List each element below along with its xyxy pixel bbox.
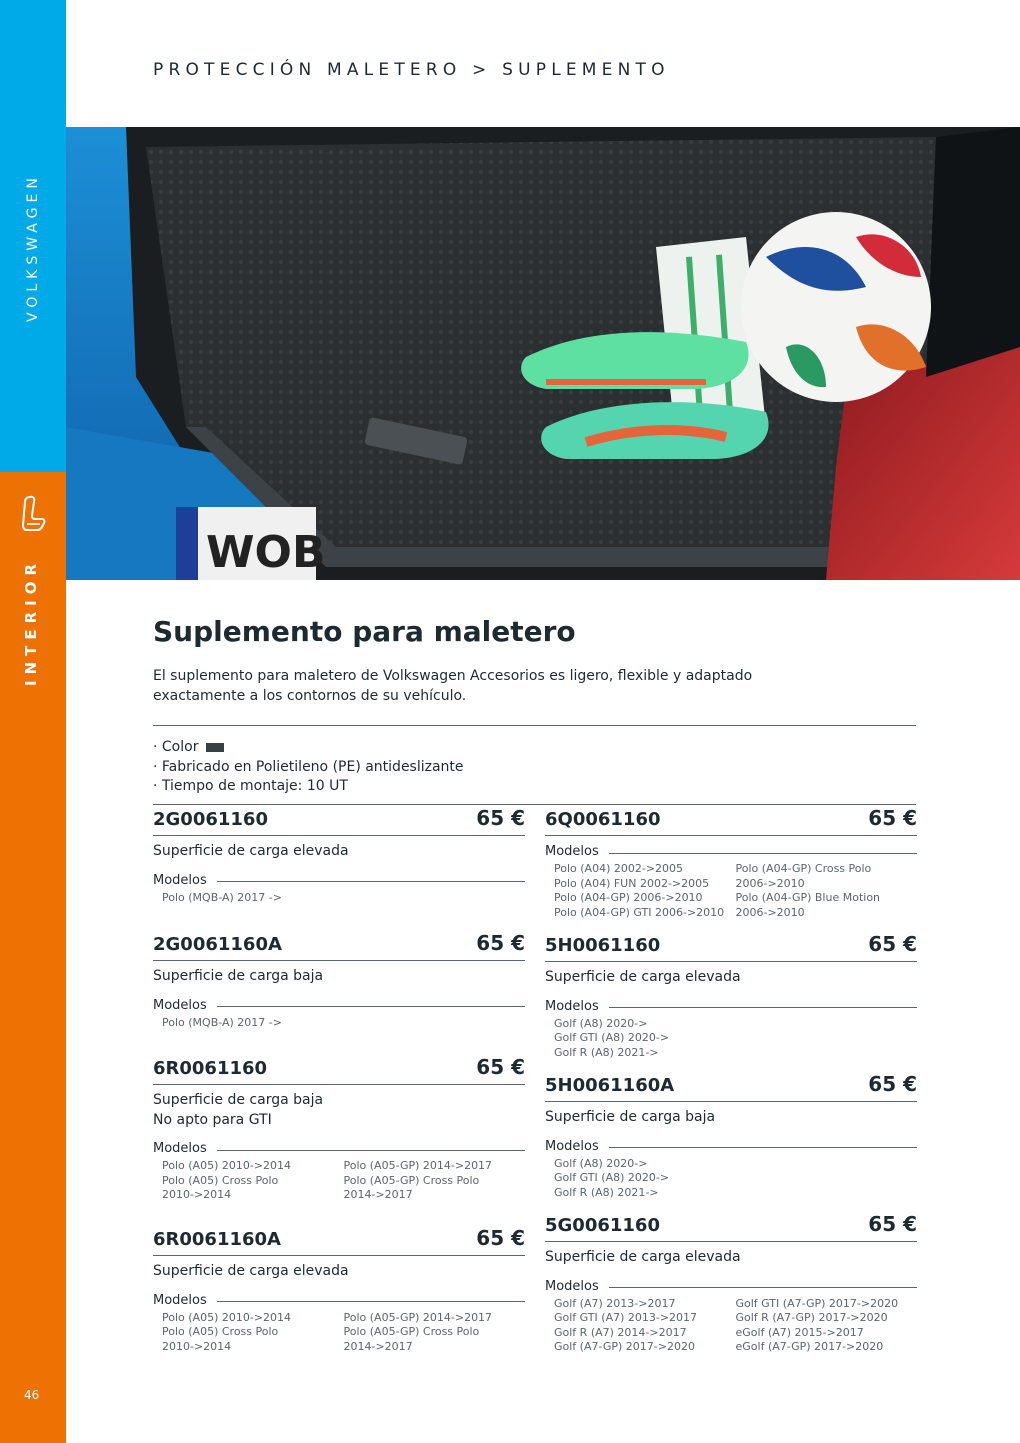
model-item: eGolf (A7) 2015->2017 [735,1325,864,1339]
product-description-line: Superficie de carga baja [545,1109,716,1125]
model-item: 2014->2017 [343,1339,413,1353]
product-header [545,806,917,836]
product-price: 65 € [476,806,525,830]
model-column [554,1017,746,1061]
model-item: 2014->2017 [343,1188,413,1201]
product-header [545,1072,917,1102]
model-column [554,1297,736,1355]
model-item: Polo (A04-GP) 2006->2010 [554,891,703,904]
product-header [153,1226,525,1256]
seat-icon [20,494,46,534]
model-item: Polo (MQB-A) 2017 -> [162,1015,282,1029]
sidebar-section-label: INTERIOR [22,557,40,686]
product-price: 65 € [868,1072,917,1096]
svg-text:WOB: WOB [206,527,326,578]
product-code: 5H0061160 [545,935,661,956]
model-item: Golf R (A7-GP) 2017->2020 [735,1311,888,1324]
product-code: 5H0061160A [545,1075,675,1096]
model-item: Polo (A04) FUN 2002->2005 [554,876,710,890]
product-price: 65 € [868,806,917,830]
models-header [153,1141,525,1156]
models-label: Modelos [545,844,599,859]
model-item: Golf R (A8) 2021-> [554,1045,659,1059]
model-item: Polo (A05) 2010->2014 [162,1310,292,1324]
models-header [545,1279,917,1294]
feature-material: · Fabricado en Polietileno (PE) antideslizante [153,758,464,775]
model-list [545,1297,917,1355]
models-header [545,1139,917,1154]
model-item: 2006->2010 [735,905,805,919]
models-label: Modelos [153,872,207,888]
product-code: 6R0061160 [153,1058,268,1079]
model-list [153,891,525,906]
product-price: 65 € [476,1226,525,1250]
model-column [162,1159,344,1203]
model-item: 2010->2014 [162,1339,232,1353]
models-divider [217,1301,525,1302]
product-card [153,1055,525,1203]
product-description [545,968,917,988]
product-code: 2G0061160 [153,809,268,830]
model-item: Golf (A7-GP) 2017->2020 [554,1340,695,1353]
product-code: 5G0061160 [545,1215,660,1236]
model-item: Golf R (A7) 2014->2017 [554,1325,687,1339]
product-price: 65 € [476,1055,525,1079]
model-item: Polo (A05-GP) 2014->2017 [343,1159,493,1172]
model-item: Polo (MQB-A) 2017 -> [162,890,282,904]
intro-text: El suplemento para maletero de Volkswagen Accesorios es ligero, flexible y adaptado exactamente a los contornos de su vehículo. [153,668,753,704]
page-number: 46 [24,1388,40,1402]
model-item: Golf GTI (A7) 2013->2017 [554,1311,698,1324]
section-divider [153,804,916,805]
model-column [162,891,354,906]
product-card [545,1072,917,1200]
product-header [153,1055,525,1085]
model-item: Polo (A05-GP) 2014->2017 [343,1310,493,1324]
product-description [153,842,525,862]
section-divider [153,725,916,726]
model-item: Polo (A04-GP) Blue Motion [735,891,881,904]
product-card [153,806,525,905]
model-item: Polo (A05) 2010->2014 [162,1159,292,1172]
model-item: Golf R (A8) 2021-> [554,1185,659,1199]
models-divider [217,1006,525,1007]
product-description [545,1108,917,1128]
model-list [153,1311,525,1355]
product-price: 65 € [868,1212,917,1236]
product-description-line: Superficie de carga elevada [545,969,741,985]
model-item: Golf (A7) 2013->2017 [554,1296,676,1310]
product-description [153,1091,525,1130]
models-label: Modelos [153,1292,207,1308]
model-item: Golf GTI (A7-GP) 2017->2020 [735,1296,899,1310]
models-header [153,998,525,1013]
product-description-line: Superficie de carga baja [153,968,324,984]
model-column [344,1159,526,1203]
product-description-line: No apto para GTI [153,1111,272,1128]
model-column [162,1016,354,1031]
model-item: Polo (A04-GP) GTI 2006->2010 [554,905,725,919]
product-card [545,1212,917,1355]
product-description-line: Superficie de carga elevada [153,843,349,859]
breadcrumb: PROTECCIÓN MALETERO > SUPLEMENTO [153,60,670,80]
model-column [344,1311,526,1355]
model-item: eGolf (A7-GP) 2017->2020 [735,1340,884,1353]
model-column [162,1311,344,1355]
model-item: Polo (A05-GP) Cross Polo [343,1173,480,1187]
feature-color: · Color [153,738,464,758]
product-header [153,931,525,961]
models-header [153,1293,525,1308]
models-header [153,873,525,888]
feature-list [153,738,464,797]
models-label: Modelos [545,1278,599,1294]
model-item: Polo (A05-GP) Cross Polo [343,1325,480,1338]
product-description [153,1262,525,1282]
product-description-line: Superficie de carga elevada [545,1249,741,1265]
product-description-line: Superficie de carga elevada [153,1263,349,1279]
models-label: Modelos [545,1138,599,1154]
product-card [153,931,525,1030]
model-item: Polo (A05) Cross Polo [162,1325,279,1338]
model-item: Golf GTI (A8) 2020-> [554,1171,670,1184]
feature-mounting: · Tiempo de montaje: 10 UT [153,778,348,794]
model-item: Golf (A8) 2020-> [554,1156,648,1170]
model-item: 2006->2010 [735,876,805,890]
model-list [545,1017,917,1061]
models-header [545,844,917,859]
models-label: Modelos [153,997,207,1013]
model-column [736,862,918,920]
product-price: 65 € [476,931,525,955]
models-label: Modelos [153,1141,207,1156]
model-list [153,1159,525,1203]
model-item: Polo (A04) 2002->2005 [554,862,684,875]
sidebar-brand-label: VOLKSWAGEN [25,173,41,322]
product-header [153,806,525,836]
product-description-line: Superficie de carga baja [153,1092,324,1108]
product-photo [66,127,1020,580]
models-divider [217,881,525,882]
models-divider [609,1147,917,1148]
models-divider [609,1007,917,1008]
product-code: 6R0061160A [153,1229,281,1250]
model-item: Polo (A04-GP) Cross Polo [735,862,872,875]
models-label: Modelos [545,998,599,1014]
product-header [545,1212,917,1242]
product-code: 2G0061160A [153,934,282,955]
models-divider [609,1287,917,1288]
model-column [554,862,736,920]
model-list [153,1016,525,1031]
product-card [545,932,917,1060]
model-item: 2010->2014 [162,1188,232,1201]
product-card [545,806,917,920]
model-list [545,1157,917,1201]
model-item: Golf GTI (A8) 2020-> [554,1031,670,1044]
page-title: Suplemento para maletero [153,615,576,648]
product-description [545,1248,917,1268]
product-code: 6Q0061160 [545,809,661,830]
models-divider [217,1150,525,1151]
product-header [545,932,917,962]
product-card [153,1226,525,1354]
models-divider [609,853,917,854]
model-column [554,1157,746,1201]
model-list [545,862,917,920]
color-swatch [206,743,224,752]
product-description [153,967,525,987]
model-item: Polo (A05) Cross Polo [162,1173,279,1187]
models-header [545,999,917,1014]
product-price: 65 € [868,932,917,956]
model-item: Golf (A8) 2020-> [554,1016,648,1030]
model-column [736,1297,918,1355]
